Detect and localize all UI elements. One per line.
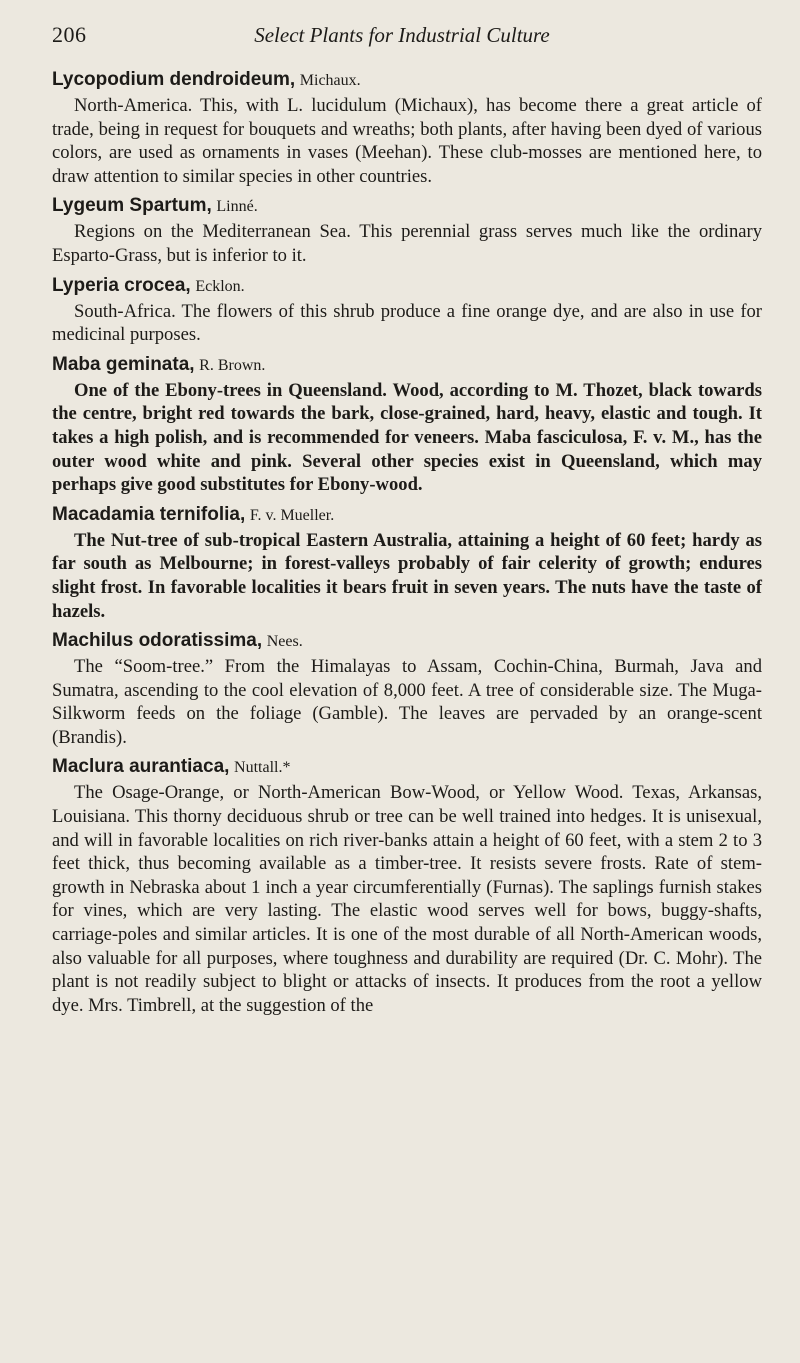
entry-text: The “Soom-tree.” From the Himalayas to Assam, Cochin-China, Burmah, Java and Sumatra, ascending to the cool elevation of 8,000 feet. A tree of considerable size. The Muga-Silkworm feeds on the foliage (Gamble). The leaves are pervaded by an orange-scent (Brandis). <box>52 656 762 748</box>
species-name: Machilus odoratissima, <box>52 630 263 652</box>
entry-maclura <box>52 753 762 1017</box>
entry-machilus <box>52 627 762 749</box>
page-number: 206 <box>52 22 87 47</box>
entry-heading <box>52 272 762 300</box>
entry-text: North-America. This, with L. lucidulum (Michaux), has become there a great article of trade, being in request for bouquets and wreaths; both plants, after having been dyed of various colors, are used as ornaments in vases (Meehan). These club-mosses are mentioned here, to draw attention to similar species in other countries. <box>52 95 762 187</box>
entry-text: Regions on the Mediterranean Sea. This perennial grass serves much like the ordinary Esparto-Grass, but is inferior to it. <box>52 221 762 266</box>
entry-macadamia <box>52 501 762 623</box>
entry-maba <box>52 351 762 497</box>
entry-heading <box>52 192 762 220</box>
species-name: Lyperia crocea, <box>52 274 191 296</box>
entry-heading <box>52 66 762 94</box>
entry-heading <box>52 351 762 379</box>
species-name: Lygeum Spartum, <box>52 195 212 217</box>
entry-heading <box>52 753 762 781</box>
entry-heading <box>52 501 762 529</box>
species-authority: R. Brown. <box>199 356 266 374</box>
entry-text: One of the Ebony-trees in Queensland. Wood, according to M. Thozet, black towards the centre, bright red towards the bark, close-grained, hard, heavy, elastic and tough. It takes a high polish, and is recommended for veneers. Maba fasciculosa, F. v. M., has the outer wood white and pink. Several other species exist in Queensland, which may perhaps give good substitutes for Ebony-wood. <box>52 379 762 496</box>
species-name: Lycopodium dendroideum, <box>52 69 296 90</box>
species-authority: Ecklon. <box>195 277 245 295</box>
entry-lyperia <box>52 272 762 347</box>
species-authority: Michaux. <box>299 72 361 89</box>
species-name: Macadamia ternifolia, <box>52 503 246 525</box>
species-authority: Nees. <box>266 633 303 651</box>
entry-text: The Nut-tree of sub-tropical Eastern Australia, attaining a height of 60 feet; hardy as far south as Melbourne; in forest-valleys probably of fair celerity of growth; endures slight frost. In favorable localities it bears fruit in seven years. The nuts have the taste of hazels. <box>52 529 762 622</box>
entry-text: South-Africa. The flowers of this shrub produce a fine orange dye, and are also in use for medicinal purposes. <box>52 300 762 346</box>
entry-lycopodium <box>52 66 762 188</box>
entry-lygeum <box>52 192 762 267</box>
running-title: Select Plants for Industrial Culture <box>254 23 550 47</box>
species-authority: Nuttall.* <box>234 759 291 777</box>
species-name: Maba geminata, <box>52 353 195 375</box>
species-name: Maclura aurantiaca, <box>52 756 230 778</box>
species-authority: Linné. <box>216 198 258 216</box>
species-authority: F. v. Mueller. <box>249 506 335 524</box>
entry-text: The Osage-Orange, or North-American Bow-Wood, or Yellow Wood. Texas, Arkansas, Louisiana. This thorny deciduous shrub or tree can be well trained into hedges. It is unisexual, and will in favorable localities on rich river-banks attain a height of 60 feet, with a stem 2 to 3 feet thick, thus becoming available as a timber-tree. It resists severe frosts. Rate of stem-growth in Nebraska about 1 inch a year circumferentially (Furnas). The saplings furnish stakes for vines, which are very lasting. The elastic wood serves well for bows, buggy-shafts, carriage-poles and similar articles. It is one of the most durable of all North-American woods, also valuable for all purposes, where toughness and durability are required (Dr. C. Mohr). The plant is not readily subject to blight or attacks of insects. It produces from the root a yellow dye. Mrs. Timbrell, at the suggestion of the <box>52 782 762 1016</box>
running-header <box>52 22 762 66</box>
entry-heading <box>52 627 762 655</box>
